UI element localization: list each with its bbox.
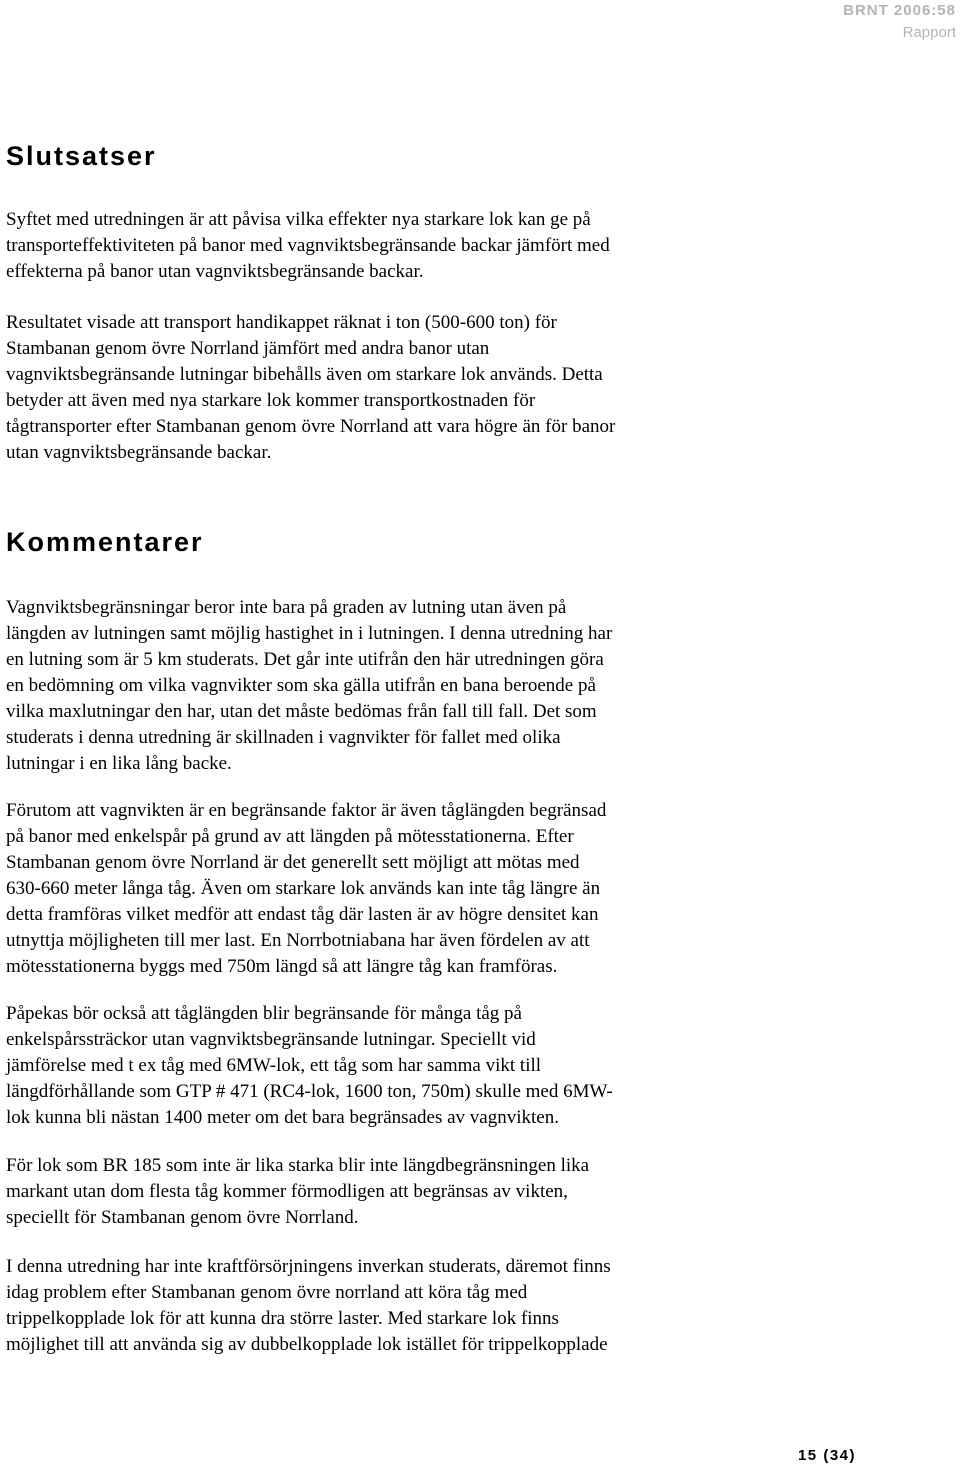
text-line: en bedömning om vilka vagnvikter som ska gälla utifrån en bana beroende på <box>6 675 596 696</box>
text-line: speciellt för Stambanan genom övre Norrland. <box>6 1207 359 1228</box>
text-line: Stambanan genom övre Norrland jämfört med andra banor utan <box>6 338 490 359</box>
text-line: 630-660 meter långa tåg. Även om starkare lok används kan inte tåg längre än <box>6 878 601 899</box>
text-line: vilka maxlutningar den har, utan det måste bedömas från fall till fall. Det som <box>6 701 597 722</box>
paragraph <box>6 310 956 466</box>
text-line: betyder att även med nya starkare lok kommer transportkostnaden för <box>6 390 536 411</box>
text-line: tågtransporter efter Stambanan genom övre Norrland att vara högre än för banor <box>6 416 616 437</box>
text-line: möjlighet till att använda sig av dubbelkopplade lok istället för trippelkopplade <box>6 1334 608 1355</box>
text-line: markant utan dom flesta tåg kommer förmodligen att begränsas av vikten, <box>6 1181 568 1202</box>
text-line: Stambanan genom övre Norrland är det generellt sett möjligt att mötas med <box>6 852 580 873</box>
text-line: utan vagnviktsbegränsande backar. <box>6 442 272 463</box>
paragraph <box>6 1001 956 1131</box>
paragraph <box>6 1254 956 1358</box>
text-line: idag problem efter Stambanan genom övre norrland att köra tåg med <box>6 1282 528 1303</box>
document-id: BRNT 2006:58 <box>843 2 956 19</box>
text-line: en lutning som är 5 km studerats. Det går inte utifrån den här utredningen göra <box>6 649 604 670</box>
text-line: enkelspårssträckor utan vagnviktsbegränsande lutningar. Speciellt vid <box>6 1029 536 1050</box>
text-line: på banor med enkelspår på grund av att längden på mötesstationerna. Efter <box>6 826 574 847</box>
text-line: Syftet med utredningen är att påvisa vilka effekter nya starkare lok kan ge på <box>6 209 591 230</box>
text-line: vagnviktsbegränsande lutningar bibehålls även om starkare lok används. Detta <box>6 364 603 385</box>
text-line: utnyttja möjligheten till mer last. En Norrbotniabana har även fördelen av att <box>6 930 590 951</box>
text-line: trippelkopplade lok för att kunna dra större laster. Med starkare lok finns <box>6 1308 559 1329</box>
text-line: Påpekas bör också att tåglängden blir begränsande för många tåg på <box>6 1003 522 1024</box>
page-header <box>843 0 956 43</box>
text-line: längden av lutningen samt möjlig hastighet in i lutningen. I denna utredning har <box>6 623 613 644</box>
page-number: 15 (34) <box>797 1447 856 1464</box>
paragraph <box>6 798 956 980</box>
text-line: Förutom att vagnvikten är en begränsande faktor är även tåglängden begränsad <box>6 800 607 821</box>
text-line: Vagnviktsbegränsningar beror inte bara på graden av lutning utan även på <box>6 597 567 618</box>
text-line: studerats i denna utredning är skillnaden i vagnvikter för fallet med olika <box>6 727 561 748</box>
paragraph <box>6 595 956 777</box>
text-line: jämförelse med t ex tåg med 6MW-lok, ett tåg som har samma vikt till <box>6 1055 542 1076</box>
text-line: Resultatet visade att transport handikappet räknat i ton (500-600 ton) för <box>6 312 557 333</box>
text-line: I denna utredning har inte kraftförsörjningens inverkan studerats, däremot finns <box>6 1256 611 1277</box>
heading-slutsatser: Slutsatser <box>6 141 157 171</box>
text-line: lok kunna bli nästan 1400 meter om det bara begränsades av vagnvikten. <box>6 1107 559 1128</box>
text-line: detta framföras vilket medför att endast tåg där lasten är av högre densitet kan <box>6 904 599 925</box>
text-line: mötesstationerna byggs med 750m längd så att längre tåg kan framföras. <box>6 956 558 977</box>
text-line: För lok som BR 185 som inte är lika starka blir inte längdbegränsningen lika <box>6 1155 590 1176</box>
heading-kommentarer: Kommentarer <box>6 527 204 557</box>
document-type: Rapport <box>902 24 956 41</box>
text-line: transporteffektiviteten på banor med vagnviktsbegränsande backar jämfört med <box>6 235 610 256</box>
paragraph <box>6 207 956 285</box>
text-line: lutningar i en lika lång backe. <box>6 753 232 774</box>
text-line: längdförhållande som GTP # 471 (RC4-lok, 1600 ton, 750m) skulle med 6MW- <box>6 1081 613 1102</box>
paragraph <box>6 1153 956 1231</box>
text-line: effekterna på banor utan vagnviktsbegränsande backar. <box>6 261 424 282</box>
